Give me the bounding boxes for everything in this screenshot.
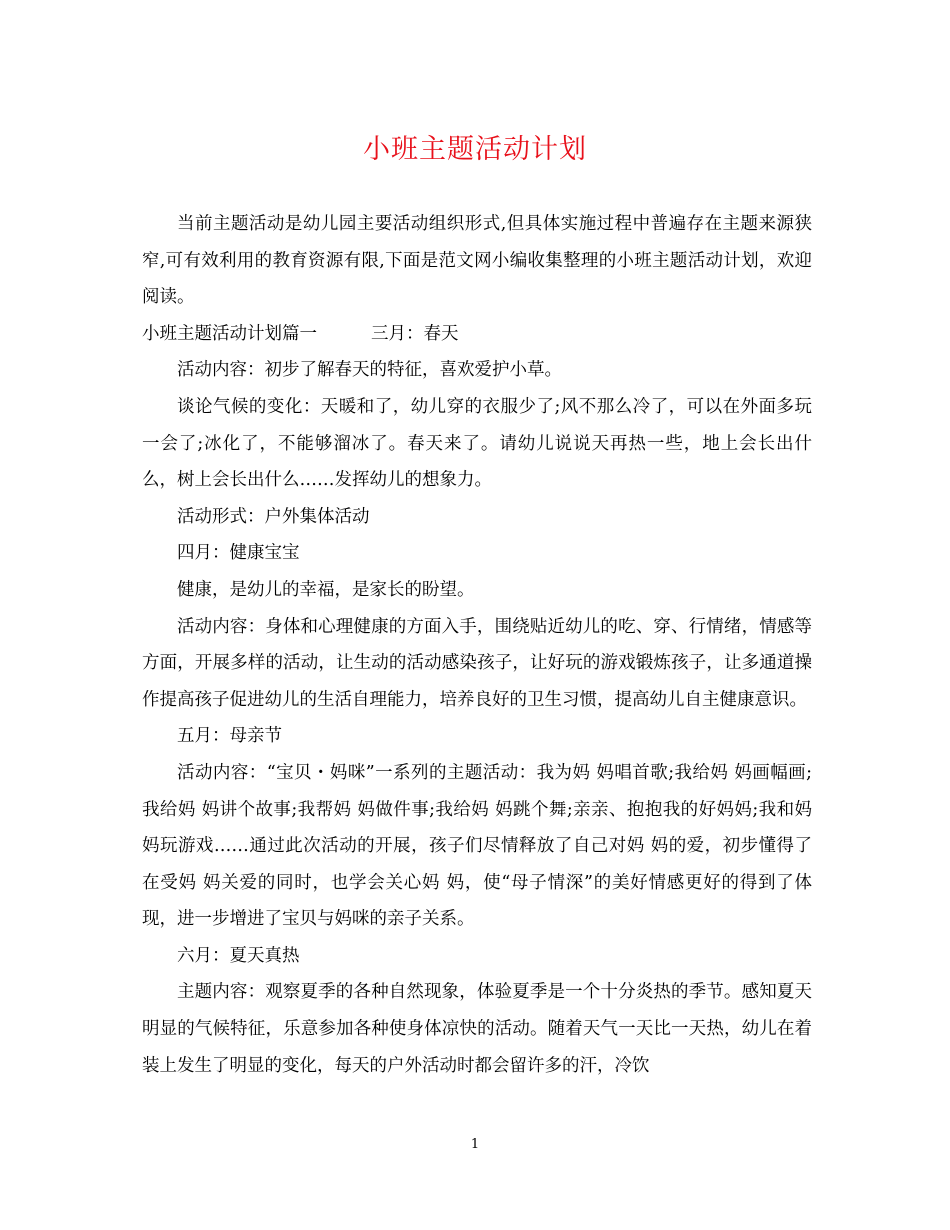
section-heading-month: 三月：春天 xyxy=(371,323,459,344)
april-heading: 四月：健康宝宝 xyxy=(177,543,300,564)
june-heading: 六月：夏天真热 xyxy=(177,945,300,966)
page-number: 1 xyxy=(470,1137,480,1152)
march-activity-form: 活动形式：户外集体活动 xyxy=(177,506,370,527)
june-theme-content: 主题内容：观察夏季的各种自然现象，体验夏季是一个十分炎热的季节。感知夏天明显的气候特征，乐意参加各种使身体凉快的活动。随着天气一天比一天热，幼儿在着装上发生了明显的变化，每天的户外活动时都会留许多的汗，冷饮 xyxy=(142,982,812,1076)
april-intro: 健康，是幼儿的幸福，是家长的盼望。 xyxy=(177,579,475,600)
document-title: 小班主题活动计划 xyxy=(363,134,587,165)
intro-paragraph: 当前主题活动是幼儿园主要活动组织形式,但具体实施过程中普遍存在主题来源狭窄,可有效利用的教育资源有限,下面是范文网小编收集整理的小班主题活动计划，欢迎阅读。 xyxy=(142,214,812,308)
april-activity-content: 活动内容：身体和心理健康的方面入手，围绕贴近幼儿的吃、穿、行情绪，情感等方面，开展多样的活动，让生动的活动感染孩子，让好玩的游戏锻炼孩子，让多通道操作提高孩子促进幼儿的生活自理能力，培养良好的卫生习惯，提高幼儿自主健康意识。 xyxy=(142,616,812,710)
document-body xyxy=(142,206,812,1084)
section-heading xyxy=(142,316,812,353)
march-climate-discussion: 谈论气候的变化：天暖和了，幼儿穿的衣服少了;风不那么冷了，可以在外面多玩一会了;冰化了，不能够溜冰了。春天来了。请幼儿说说天再热一些，地上会长出什么，树上会长出什么……发挥幼儿的想象力。 xyxy=(142,396,812,491)
section-heading-title: 小班主题活动计划篇一 xyxy=(142,323,317,344)
march-activity-content: 活动内容：初步了解春天的特征，喜欢爱护小草。 xyxy=(177,360,562,381)
may-heading: 五月：母亲节 xyxy=(177,726,282,747)
may-activity-content: 活动内容：“宝贝・妈咪”一系列的主题活动：我为妈 妈唱首歌;我给妈 妈画幅画;我给妈 妈讲个故事;我帮妈 妈做件事;我给妈 妈跳个舞;亲亲、抱抱我的好妈妈;我和妈 妈玩游戏……通过此次活动的开展，孩子们尽情释放了自己对妈 妈的爱，初步懂得了在受妈 妈关爱的同时，也学会关心妈 妈，使“母子情深”的美好情感更好的得到了体现，进一步增进了宝贝与妈咪的亲子关系。 xyxy=(142,762,812,930)
